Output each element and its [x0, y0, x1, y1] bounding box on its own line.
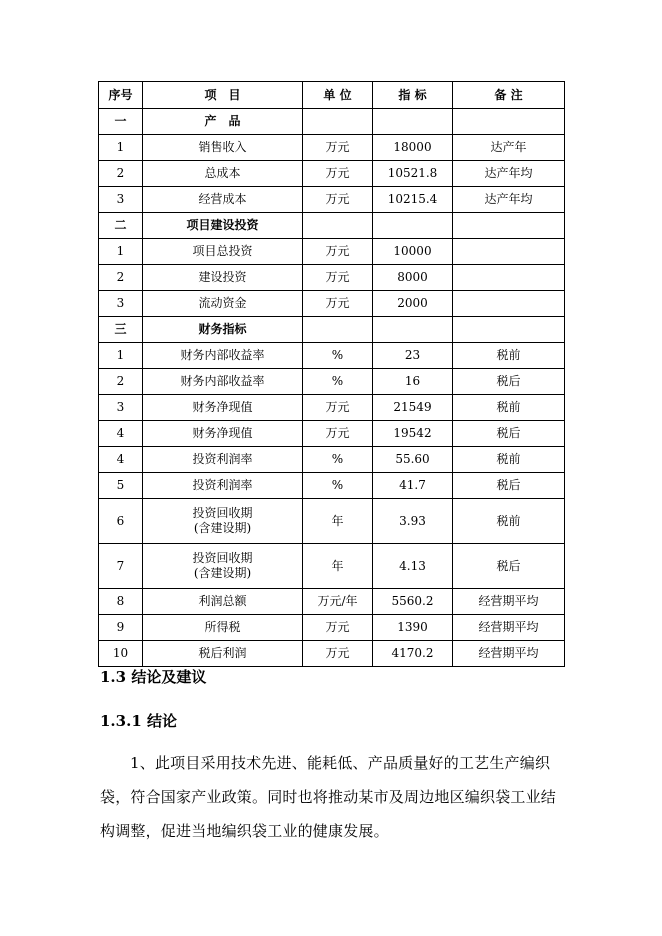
cell-item: 产 品: [143, 109, 303, 135]
cell-remark: 达产年均: [453, 161, 565, 187]
summary-table: [98, 81, 565, 667]
cell-unit: 万元: [303, 641, 373, 667]
cell-unit: 万元: [303, 615, 373, 641]
table-row: [99, 589, 565, 615]
cell-unit: 万元: [303, 135, 373, 161]
table-row: [99, 473, 565, 499]
cell-value: 41.7: [373, 473, 453, 499]
cell-value: [373, 317, 453, 343]
table-row: [99, 239, 565, 265]
table-row: [99, 161, 565, 187]
cell-value: 4170.2: [373, 641, 453, 667]
cell-remark: 达产年均: [453, 187, 565, 213]
cell-unit: 年: [303, 544, 373, 589]
cell-remark: 税前: [453, 343, 565, 369]
cell-remark: 税后: [453, 369, 565, 395]
header-indicator: 指 标: [373, 82, 453, 109]
cell-unit: 万元: [303, 187, 373, 213]
cell-unit: 年: [303, 499, 373, 544]
table-section-row: [99, 317, 565, 343]
cell-item: 财务内部收益率: [143, 369, 303, 395]
conclusion-paragraph: 1、此项目采用技术先进、能耗低、产品质量好的工艺生产编织袋，符合国家产业政策。同时也将推动某市及周边地区编织袋工业结构调整，促进当地编织袋工业的健康发展。: [100, 754, 557, 840]
cell-index: 2: [99, 369, 143, 395]
cell-item: 总成本: [143, 161, 303, 187]
table-row: [99, 615, 565, 641]
table-section-row: [99, 109, 565, 135]
table-row: [99, 395, 565, 421]
cell-unit: %: [303, 369, 373, 395]
cell-item: 经营成本: [143, 187, 303, 213]
cell-unit: 万元: [303, 395, 373, 421]
cell-item: 投资利润率: [143, 473, 303, 499]
cell-item-line: 投资回收期: [192, 551, 253, 565]
cell-remark: [453, 265, 565, 291]
cell-value: 18000: [373, 135, 453, 161]
cell-unit: %: [303, 473, 373, 499]
cell-item: 项目总投资: [143, 239, 303, 265]
cell-item: 财务内部收益率: [143, 343, 303, 369]
cell-unit: %: [303, 447, 373, 473]
cell-remark: [453, 317, 565, 343]
cell-value: 23: [373, 343, 453, 369]
cell-index: 二: [99, 213, 143, 239]
cell-index: 3: [99, 187, 143, 213]
table-row: [99, 187, 565, 213]
cell-item-line: (含建设期): [193, 566, 252, 580]
cell-value: 8000: [373, 265, 453, 291]
cell-unit: %: [303, 343, 373, 369]
cell-item: 财务指标: [143, 317, 303, 343]
cell-index: 5: [99, 473, 143, 499]
cell-remark: 达产年: [453, 135, 565, 161]
cell-unit: 万元: [303, 239, 373, 265]
cell-index: 2: [99, 161, 143, 187]
cell-item: [143, 544, 303, 589]
cell-remark: 税后: [453, 473, 565, 499]
table-row: [99, 421, 565, 447]
section-heading: 1.3 结论及建议: [100, 668, 207, 686]
cell-remark: 税后: [453, 544, 565, 589]
cell-index: 7: [99, 544, 143, 589]
cell-index: 10: [99, 641, 143, 667]
cell-item: 投资利润率: [143, 447, 303, 473]
cell-unit: 万元/年: [303, 589, 373, 615]
cell-item: 所得税: [143, 615, 303, 641]
cell-index: 2: [99, 265, 143, 291]
cell-index: 3: [99, 291, 143, 317]
cell-unit: 万元: [303, 421, 373, 447]
cell-value: 1390: [373, 615, 453, 641]
header-unit: 单 位: [303, 82, 373, 109]
cell-value: 3.93: [373, 499, 453, 544]
cell-remark: 经营期平均: [453, 589, 565, 615]
cell-remark: 税后: [453, 421, 565, 447]
cell-value: 10000: [373, 239, 453, 265]
cell-remark: 税前: [453, 447, 565, 473]
table-body: [99, 109, 565, 667]
subsection-heading: 1.3.1 结论: [100, 712, 177, 730]
cell-item: 项目建设投资: [143, 213, 303, 239]
cell-value: 10215.4: [373, 187, 453, 213]
cell-remark: [453, 239, 565, 265]
cell-unit: 万元: [303, 291, 373, 317]
cell-value: [373, 213, 453, 239]
cell-unit: [303, 317, 373, 343]
header-index: 序号: [99, 82, 143, 109]
table-row: [99, 447, 565, 473]
cell-item: 销售收入: [143, 135, 303, 161]
header-item: 项 目: [143, 82, 303, 109]
cell-item: [143, 499, 303, 544]
cell-index: 1: [99, 135, 143, 161]
cell-unit: [303, 109, 373, 135]
cell-index: 4: [99, 447, 143, 473]
cell-index: 三: [99, 317, 143, 343]
cell-item: 财务净现值: [143, 395, 303, 421]
cell-index: 一: [99, 109, 143, 135]
cell-remark: 经营期平均: [453, 641, 565, 667]
cell-remark: 税前: [453, 499, 565, 544]
cell-remark: [453, 291, 565, 317]
cell-index: 3: [99, 395, 143, 421]
table-row: [99, 135, 565, 161]
cell-value: 4.13: [373, 544, 453, 589]
cell-value: 19542: [373, 421, 453, 447]
table-section-row: [99, 213, 565, 239]
table-row: [99, 369, 565, 395]
cell-item: 建设投资: [143, 265, 303, 291]
cell-item: 利润总额: [143, 589, 303, 615]
table-row: [99, 544, 565, 589]
cell-index: 8: [99, 589, 143, 615]
cell-item: 税后利润: [143, 641, 303, 667]
cell-value: 5560.2: [373, 589, 453, 615]
cell-item-line: (含建设期): [193, 521, 252, 535]
cell-item: 流动资金: [143, 291, 303, 317]
table-row: [99, 265, 565, 291]
table-row: [99, 343, 565, 369]
cell-index: 1: [99, 239, 143, 265]
cell-unit: [303, 213, 373, 239]
cell-item-line: 投资回收期: [192, 506, 253, 520]
cell-item: 财务净现值: [143, 421, 303, 447]
table-row: [99, 641, 565, 667]
header-remark: 备 注: [453, 82, 565, 109]
cell-value: 16: [373, 369, 453, 395]
table-row: [99, 499, 565, 544]
cell-value: 21549: [373, 395, 453, 421]
cell-value: 55.60: [373, 447, 453, 473]
cell-unit: 万元: [303, 265, 373, 291]
cell-index: 1: [99, 343, 143, 369]
cell-value: [373, 109, 453, 135]
cell-value: 10521.8: [373, 161, 453, 187]
cell-remark: [453, 213, 565, 239]
table-header-row: [99, 82, 565, 109]
cell-unit: 万元: [303, 161, 373, 187]
cell-value: 2000: [373, 291, 453, 317]
cell-index: 4: [99, 421, 143, 447]
cell-index: 9: [99, 615, 143, 641]
cell-remark: 税前: [453, 395, 565, 421]
table-row: [99, 291, 565, 317]
cell-index: 6: [99, 499, 143, 544]
cell-remark: [453, 109, 565, 135]
cell-remark: 经营期平均: [453, 615, 565, 641]
